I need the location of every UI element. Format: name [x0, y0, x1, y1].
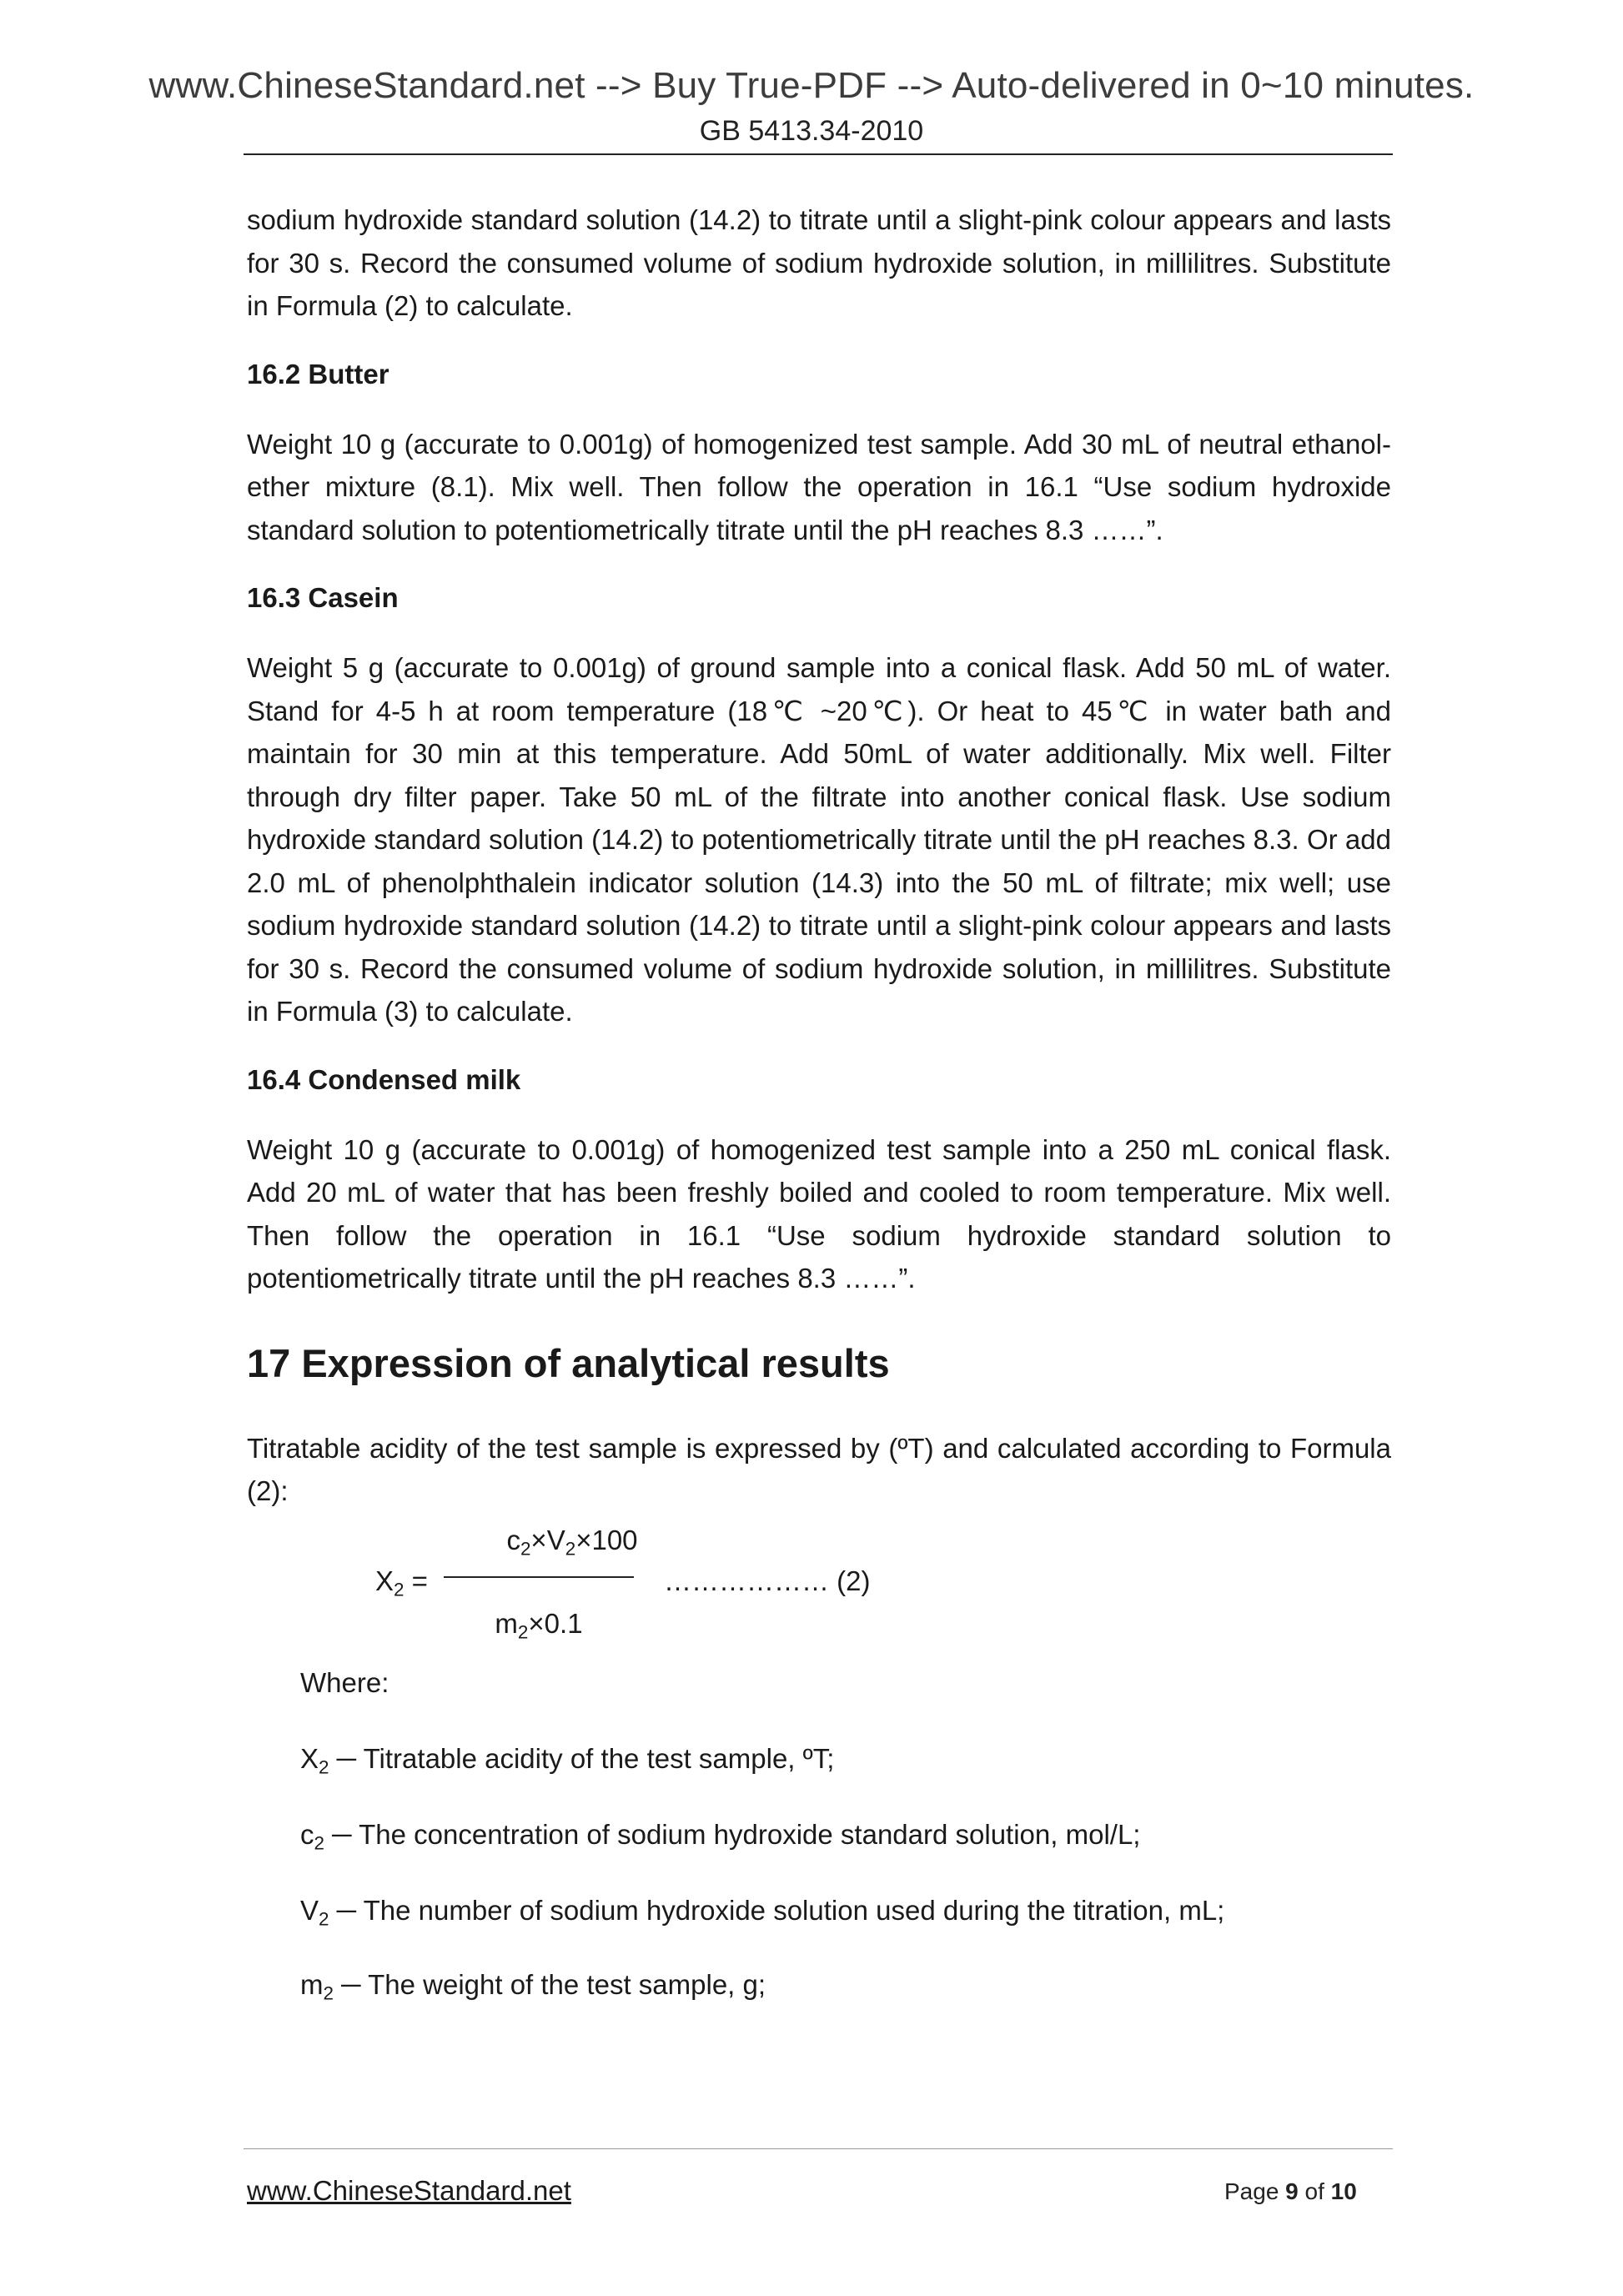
where-block — [247, 1661, 1391, 2006]
equation-number: ……………… (2) — [664, 1565, 871, 1596]
footer-site-link[interactable]: www.ChineseStandard.net — [247, 2175, 571, 2206]
where-label: Where: — [300, 1666, 389, 1698]
fraction-bar — [444, 1576, 634, 1578]
where-item-x2 — [300, 1737, 1391, 1780]
where-item-c2 — [300, 1813, 1391, 1856]
formula-lhs-var: X — [375, 1565, 394, 1596]
page-content — [247, 198, 1391, 2006]
num-rest: ×100 — [575, 1524, 638, 1555]
section-16-3-heading: 16.3 Casein — [247, 582, 399, 613]
den-m: m — [495, 1607, 518, 1639]
num-v-sub: 2 — [565, 1537, 576, 1559]
section-16-4-heading: 16.4 Condensed milk — [247, 1063, 521, 1095]
where-desc: ─ The weight of the test sample, g; — [333, 1968, 766, 2000]
where-sym: m — [300, 1968, 324, 2000]
footer-divider — [244, 2148, 1393, 2149]
page-total: 10 — [1330, 2178, 1357, 2204]
den-rest: ×0.1 — [528, 1607, 583, 1639]
where-sym: c — [300, 1818, 314, 1850]
section-16-3-paragraph: Weight 5 g (accurate to 0.001g) of ground sample into a conical flask. Add 50 mL of water. Stand for 4-5 h at room temperature (18℃ ~20℃). Or heat to 45℃ in water bath and maintain for 30 min at this temperature. Add 50mL of water additionally. Mix well. Filter through dry filter paper. Take 50 mL of the filtrate into another conical flask. Use sodium hydroxide standard solution (14.2) to potentiometrically titrate until the pH reaches 8.3. Or add 2.0 mL of phenolphthalein indicator solution (14.3) into the 50 mL of filtrate; mix well; use sodium hydroxide standard solution (14.2) to titrate until a slight-pink colour appears and lasts for 30 s. Record the consumed volume of sodium hydroxide solution, in millilitres. Substitute in Formula (3) to calculate. — [247, 652, 1391, 1027]
header-divider — [244, 153, 1393, 155]
where-sub: 2 — [323, 1982, 334, 2003]
formula-2 — [247, 1513, 1391, 1655]
where-item-v2 — [300, 1889, 1391, 1932]
where-sub: 2 — [319, 1907, 329, 1929]
num-c: c — [506, 1524, 520, 1555]
section-17-paragraph: Titratable acidity of the test sample is expressed by (ºT) and calculated according to Formula (2): — [247, 1432, 1391, 1506]
den-m-sub: 2 — [517, 1620, 529, 1642]
section-16-2-heading: 16.2 Butter — [247, 358, 389, 389]
formula-equals: = — [404, 1565, 428, 1596]
where-sub: 2 — [319, 1756, 329, 1777]
formula-lhs — [375, 1565, 428, 1600]
num-times-v: ×V — [530, 1524, 565, 1555]
section-16-2-paragraph: Weight 10 g (accurate to 0.001g) of homogenized test sample. Add 30 mL of neutral ethanol-ether mixture (8.1). Mix well. Then follow the operation in 16.1 “Use sodium hydroxide standard solution to potentiometrically titrate until the pH reaches 8.3 ……”. — [247, 428, 1391, 545]
section-17-heading: 17 Expression of analytical results — [247, 1340, 890, 1385]
page-mid: of — [1298, 2178, 1331, 2204]
where-desc: ─ Titratable acidity of the test sample, ºT; — [329, 1742, 835, 1774]
where-item-m2 — [300, 1963, 1391, 2006]
where-desc: ─ The concentration of sodium hydroxide standard solution, mol/L; — [324, 1818, 1141, 1850]
page-prefix: Page — [1224, 2178, 1286, 2204]
where-desc: ─ The number of sodium hydroxide solution used during the titration, mL; — [329, 1894, 1225, 1926]
where-sym: V — [300, 1894, 319, 1926]
section-16-4-paragraph: Weight 10 g (accurate to 0.001g) of homogenized test sample into a 250 mL conical flask. Add 20 mL of water that has been freshly boiled and cooled to room temperature. Mix well. Then follow the operation in 16.1 “Use sodium hydroxide standard solution to potentiometrically titrate until the pH reaches 8.3 ……”. — [247, 1133, 1391, 1294]
top-banner-link[interactable]: www.ChineseStandard.net --> Buy True-PDF --> Auto-delivered in 0~10 minutes. — [148, 65, 1475, 106]
formula-numerator — [475, 1524, 669, 1559]
intro-paragraph: sodium hydroxide standard solution (14.2) to titrate until a slight-pink colour appears and lasts for 30 s. Record the consumed volume of sodium hydroxide solution, in millilitres. Substitute in Formula (2) to calculate. — [247, 204, 1391, 321]
page-indicator — [1224, 2178, 1357, 2205]
formula-lhs-sub: 2 — [394, 1578, 404, 1600]
page-current: 9 — [1285, 2178, 1299, 2204]
where-sym: X — [300, 1742, 319, 1774]
standard-number: GB 5413.34-2010 — [699, 115, 924, 147]
formula-denominator — [444, 1608, 634, 1640]
where-sub: 2 — [314, 1831, 324, 1853]
num-c-sub: 2 — [520, 1537, 531, 1559]
